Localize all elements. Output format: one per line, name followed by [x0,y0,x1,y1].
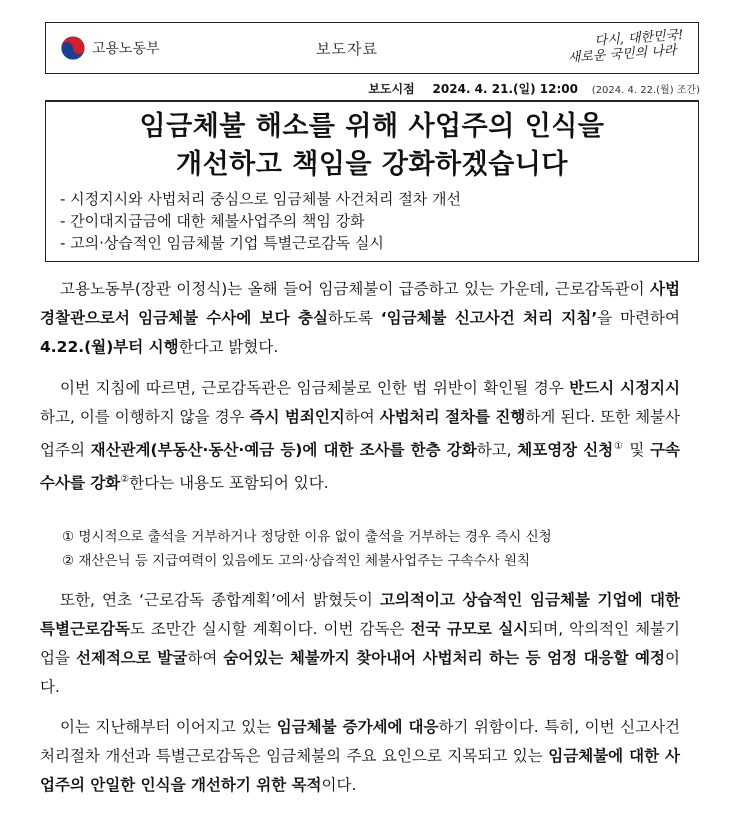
slogan-line-2: 새로운 국민의 나라 [567,43,677,66]
body-text: 되며, 악의적인 체불기업을 [40,620,680,667]
body-text: 이다. [321,776,357,794]
embargo-line [200,80,700,97]
emphasis-text: 체포영장 신청 [517,441,614,460]
subtitle-item: - 시정지시와 사법처리 중심으로 임금체불 사건처리 절차 개선 [60,190,462,208]
ministry-logo [60,35,200,61]
emphasis-text: ‘임금체불 신고사건 처리 지침’ [380,309,598,327]
slogan-calligraphy [533,28,685,68]
taegeuk-emblem-icon [60,35,86,61]
subtitle-list [60,188,698,254]
emphasis-text: 전국 규모로 실시 [410,620,529,638]
body-text: 하여 [344,408,380,426]
press-release-header [45,22,699,74]
emphasis-text: 사법처리 절차를 진행 [379,408,526,426]
body-text: 하게 된다. 또한 체불사업주의 [40,408,681,460]
subtitle-item: - 간이대지급금에 대한 체불사업주의 책임 강화 [60,212,365,230]
emphasis-text: 임금체불 증가세에 대응 [276,718,439,736]
emphasis-text: 4.22.(월)부터 시행 [40,338,179,356]
embargo-label: 보도시점 [368,82,415,96]
emphasis-text: 사법경찰관으로서 임금체불 수사에 보다 충실 [40,280,680,327]
doc-type: 보도자료 [316,39,378,58]
body-text: 하고, [476,441,518,460]
body-text: 하기 위함이다. 특히, 이번 신고사건 처리절차 개선과 특별근로감독은 임금체불의 주요 요인으로 지목되고 있는 [40,718,681,765]
body-text: 도 조만간 실시할 계획이다. 이번 감독은 [129,620,411,638]
body-text: 이는 지난해부터 이어지고 있는 [60,718,277,736]
emphasis-text: 숨어있는 체불까지 찾아내어 사법처리 하는 등 엄정 대응할 예정 [223,649,665,667]
body-text: 하도록 [327,309,381,327]
footnote-marker: ② [120,474,130,486]
body-text: 을 마련하여 [597,309,680,327]
headline-box [45,100,699,262]
body-text: 이번 지침에 따르면, 근로감독관은 임금체불로 인한 법 위반이 확인될 경우 [60,379,570,397]
emphasis-text: 구속수사를 강화 [40,441,680,493]
body-paragraph-4 [40,713,680,800]
body-text: 하고, 이를 이행하지 않을 경우 [40,408,250,426]
body-text: 한다고 밝혔다. [178,338,279,356]
emphasis-text: 선제적으로 발굴 [76,649,188,667]
emphasis-text: 고의적이고 상습적인 임금체불 기업에 대한 특별근로감독 [40,591,680,638]
embargo-datetime: 2024. 4. 21.(일) 12:00 [432,82,578,96]
footnote-item: ② 재산은닉 등 지급여력이 있음에도 고의·상습적인 체불사업주는 구속수사 원칙 [62,553,531,569]
org-name: 고용노동부 [92,41,160,57]
body-paragraph-2 [40,374,680,498]
emphasis-text: 재산관계(부동산·동산·예금 등)에 대한 조사를 한층 강화 [90,441,477,460]
headline-title [46,108,698,184]
body-text: 또한, 연초 ‘근로감독 종합계획’에서 밝혔듯이 [60,591,381,609]
footnote-list [62,525,692,573]
title-line-2: 개선하고 책임을 강화하겠습니다 [176,149,568,180]
body-text: 고용노동부(장관 이정식)는 올해 들어 임금체불이 급증하고 있는 가운데, 근로감독관이 [60,280,651,298]
body-text: 및 [623,441,651,460]
footnote-item: ① 명시적으로 출석을 거부하거나 정당한 이유 없이 출석을 거부하는 경우 즉시 신청 [62,529,552,545]
body-paragraph-1 [40,275,680,362]
footnote-marker: ① [613,441,624,452]
body-paragraph-3 [40,586,680,702]
subtitle-item: - 고의·상습적인 임금체불 기업 특별근로감독 실시 [60,234,384,252]
emphasis-text: 반드시 시정지시 [569,379,680,397]
body-text: 이다. [40,649,680,696]
embargo-alt: (2024. 4. 22.(월) 조간) [591,85,700,96]
slogan-line-1: 다시, 대한민국! [594,27,684,49]
body-text: 하여 [187,649,224,667]
body-text: 한다는 내용도 포함되어 있다. [129,474,329,493]
emphasis-text: 즉시 범죄인지 [249,408,345,426]
title-line-1: 임금체불 해소를 위해 사업주의 인식을 [139,111,605,142]
emphasis-text: 임금체불에 대한 사업주의 안일한 인식을 개선하기 위한 목적 [40,747,680,794]
